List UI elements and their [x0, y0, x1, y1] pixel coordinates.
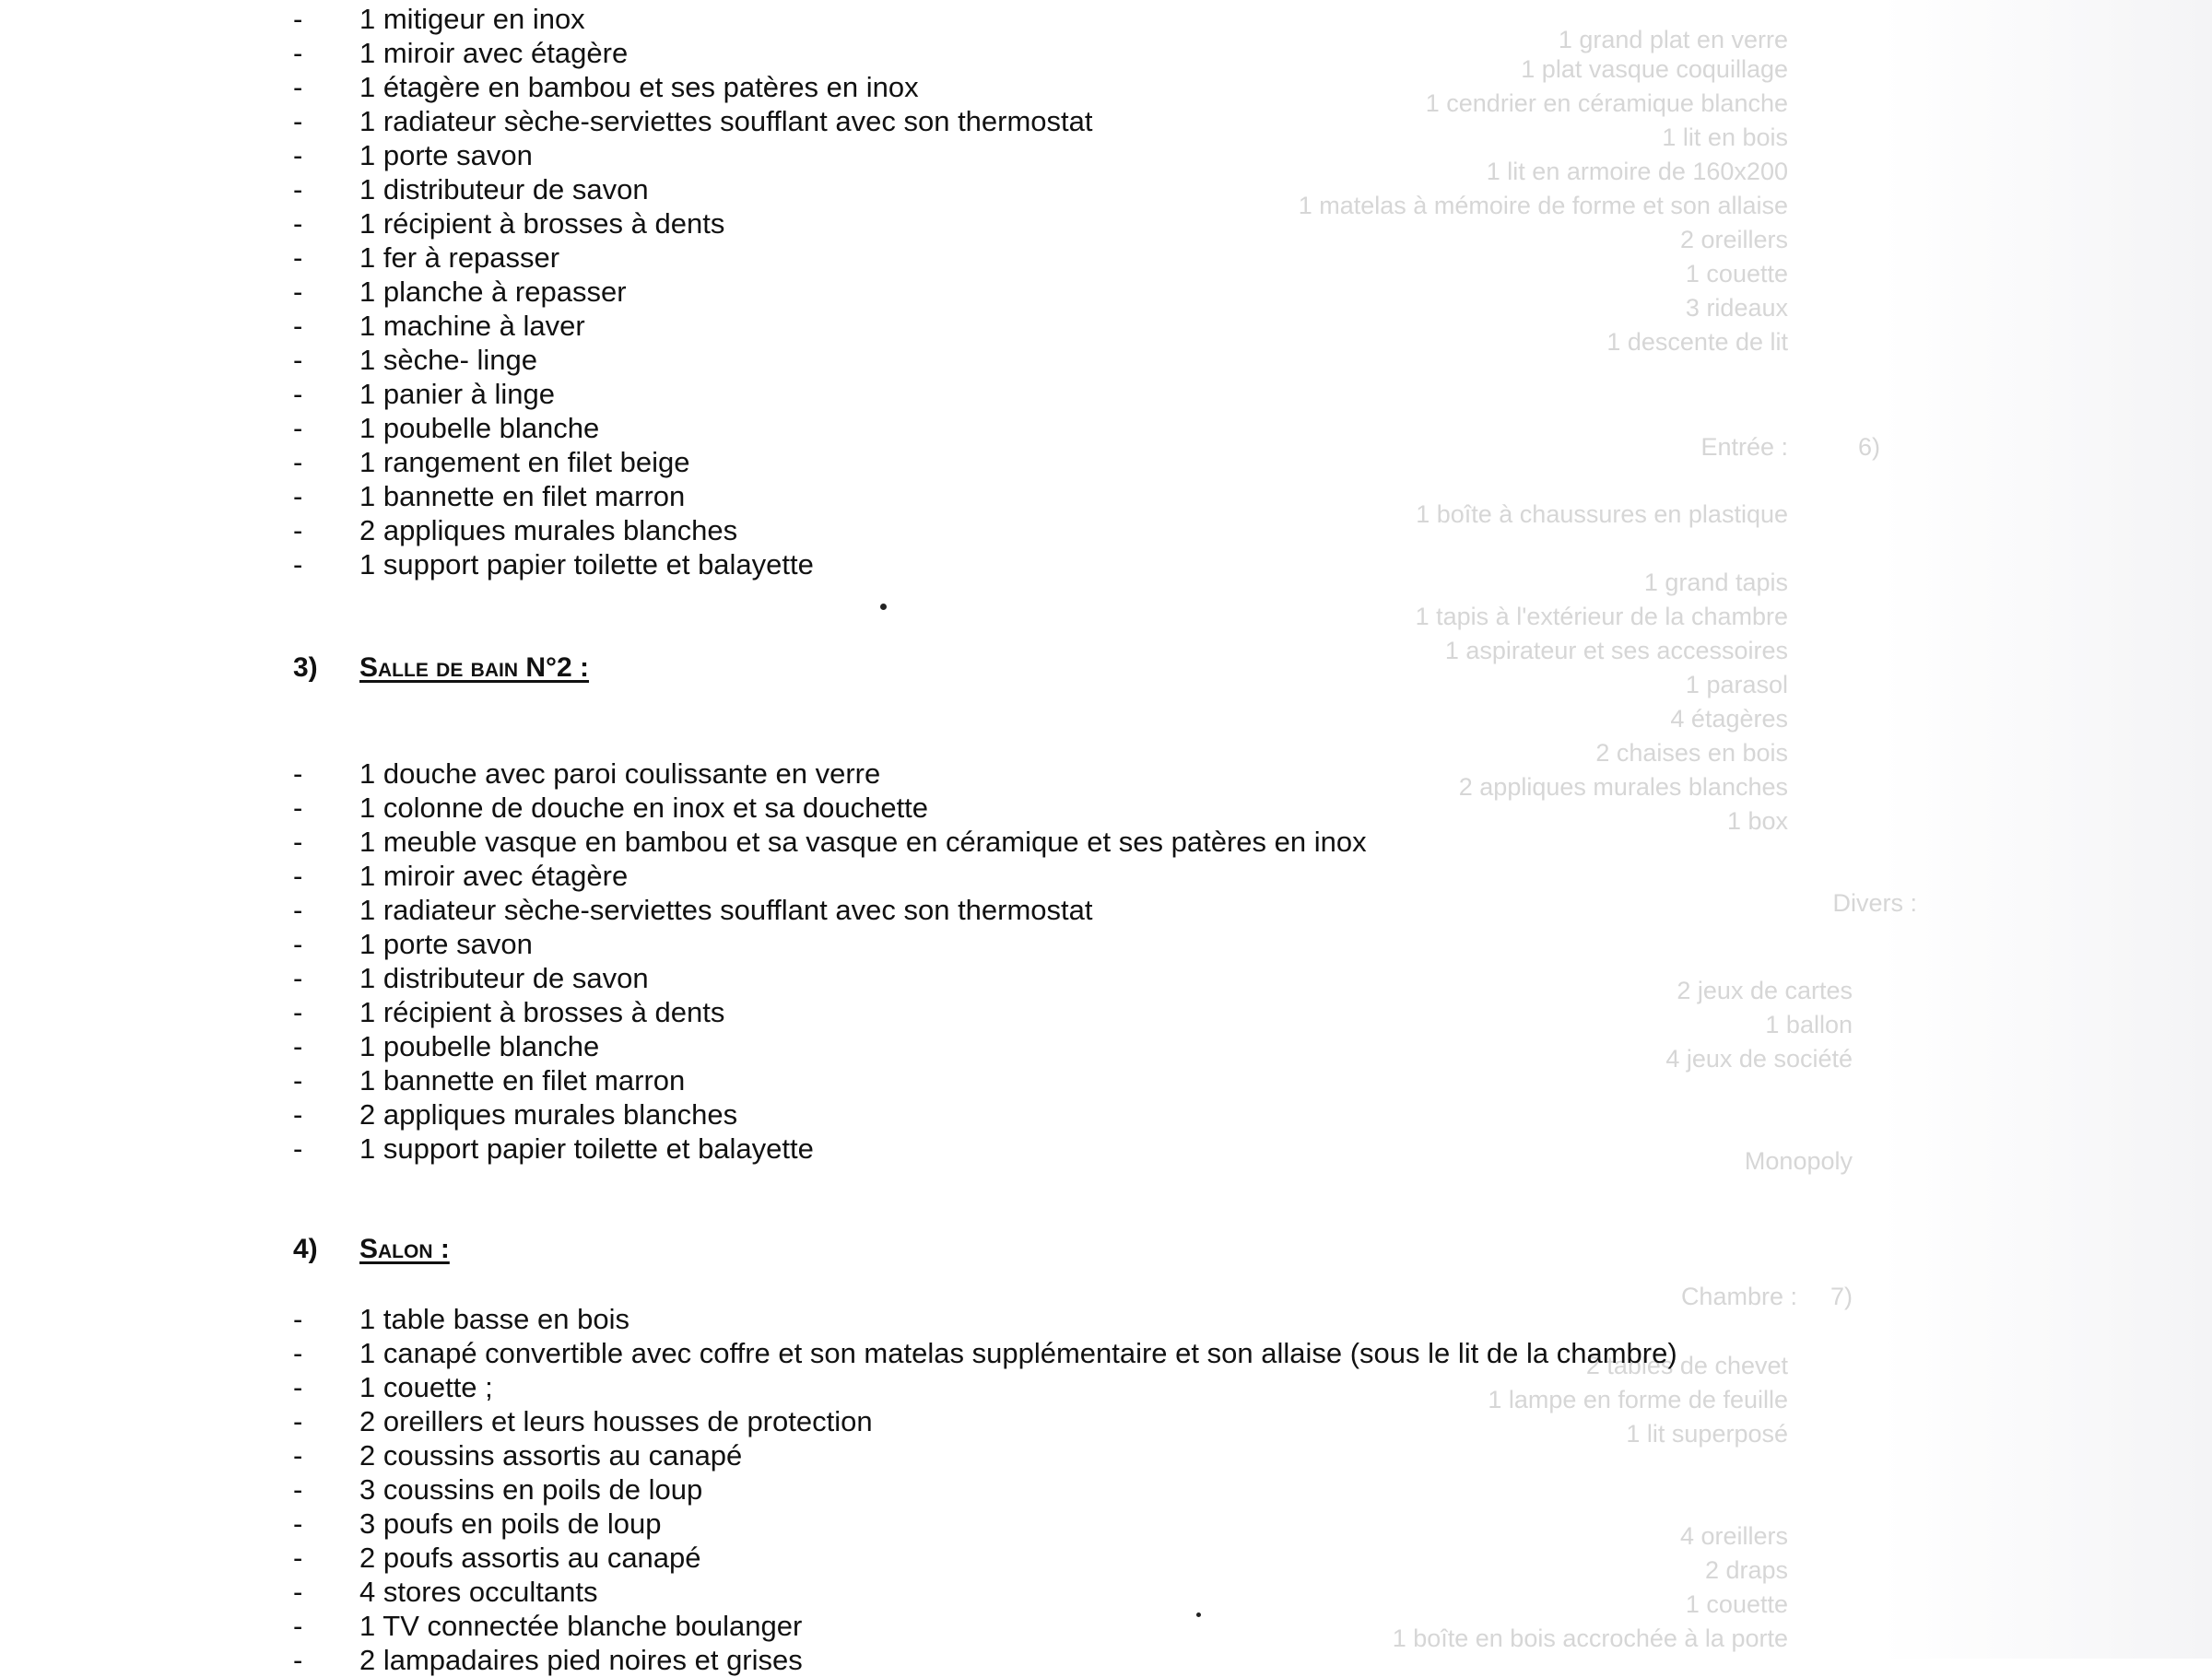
list-dash: - [293, 1507, 303, 1540]
list-item-text: 1 support papier toilette et balayette [359, 1132, 814, 1165]
list-dash: - [293, 241, 303, 274]
show-through-line: 1 couette [1685, 1590, 1788, 1618]
list-dash: - [293, 1303, 303, 1335]
list-item-text: 3 coussins en poils de loup [359, 1473, 703, 1506]
show-through-line: 2 jeux de cartes [1677, 977, 1853, 1004]
list-item-text: 1 poubelle blanche [359, 412, 600, 444]
list-dash: - [293, 344, 303, 376]
list-dash: - [293, 894, 303, 926]
show-through-line: 2 tables de chevet [1585, 1352, 1788, 1379]
list-dash: - [293, 139, 303, 171]
list-dash: - [293, 826, 303, 858]
list-item-text: 1 distributeur de savon [359, 173, 649, 205]
list-item-text: 1 panier à linge [359, 378, 555, 410]
show-through-line: 7) [1830, 1283, 1853, 1310]
list-dash: - [293, 480, 303, 512]
list-item-text: 2 lampadaires pied noires et grises [359, 1644, 803, 1676]
show-through-line: 1 parasol [1685, 671, 1788, 698]
list-dash: - [293, 1064, 303, 1096]
list-dash: - [293, 207, 303, 240]
list-dash: - [293, 996, 303, 1028]
list-dash: - [293, 928, 303, 960]
show-through-line: 1 lit en bois [1662, 123, 1788, 151]
list-item-text: 1 douche avec paroi coulissante en verre [359, 757, 881, 790]
show-through-line: 1 ballon [1765, 1011, 1853, 1038]
show-through-line: Chambre : [1680, 1283, 1797, 1310]
show-through-line: 1 aspirateur et ses accessoires [1444, 637, 1788, 664]
list-dash: - [293, 1405, 303, 1437]
list-dash: - [293, 37, 303, 69]
list-dash: - [293, 792, 303, 824]
show-through-line: 2 oreillers [1679, 226, 1788, 253]
list-item-text: 1 poubelle blanche [359, 1030, 600, 1062]
list-item-text: 1 fer à repasser [359, 241, 560, 274]
show-through-line: 6) [1857, 433, 1880, 461]
list-item-text: 1 porte savon [359, 928, 533, 960]
list-dash: - [293, 1644, 303, 1676]
show-through-line: 4 jeux de société [1665, 1045, 1853, 1073]
list-item-text: 1 colonne de douche en inox et sa douchette [359, 792, 929, 824]
section-heading-salon [293, 1234, 450, 1265]
list-dash: - [293, 1610, 303, 1642]
list-item-text: 1 meuble vasque en bambou et sa vasque en céramique et ses patères en inox [359, 826, 1367, 858]
show-through-line: Monopoly [1744, 1147, 1853, 1175]
show-through-line: 2 draps [1704, 1556, 1788, 1584]
list-item-text: 1 rangement en filet beige [359, 446, 690, 478]
list-dash: - [293, 105, 303, 137]
section-number: 4) [293, 1234, 318, 1264]
list-item-text: 1 miroir avec étagère [359, 860, 629, 892]
list-item-text: 1 machine à laver [359, 310, 585, 342]
list-item-text: 1 récipient à brosses à dents [359, 996, 725, 1028]
list-dash: - [293, 412, 303, 444]
list-dash: - [293, 1371, 303, 1403]
show-through-line: 1 grand tapis [1643, 569, 1788, 596]
list-dash: - [293, 1098, 303, 1131]
list-dash: - [293, 1439, 303, 1472]
show-through-line: 1 boîte en bois accrochée à la porte [1392, 1624, 1788, 1652]
list-item-text: 1 sèche- linge [359, 344, 538, 376]
list-item-text: 1 miroir avec étagère [359, 37, 629, 69]
list-dash: - [293, 310, 303, 342]
show-through-line: 1 couette [1685, 260, 1788, 287]
section-title: Salle de bain N°2 : [359, 652, 590, 683]
show-through-line: 1 cendrier en céramique blanche [1425, 89, 1788, 117]
show-through-line: 1 plat vasque coquillage [1521, 55, 1788, 83]
list-dash: - [293, 1576, 303, 1608]
list-dash: - [293, 446, 303, 478]
show-through-line: 1 box [1726, 807, 1788, 835]
show-through-line: 2 appliques murales blanches [1458, 773, 1788, 801]
list-item-text: 1 table basse en bois [359, 1303, 629, 1335]
show-through-line: 1 lit en armoire de 160x200 [1486, 158, 1788, 185]
list-item-text: 1 canapé convertible avec coffre et son matelas supplémentaire et son allaise (sous le lit de la chambre) [359, 1337, 1677, 1369]
list-item-text: 2 appliques murales blanches [359, 1098, 738, 1131]
show-through-line: 1 lit superposé [1626, 1420, 1788, 1448]
scan-speck [1196, 1612, 1201, 1617]
section-title: Salon : [359, 1234, 450, 1264]
list-item-text: 1 porte savon [359, 139, 533, 171]
show-through-line: 1 lampe en forme de feuille [1488, 1386, 1788, 1413]
show-through-line: 1 matelas à mémoire de forme et son allaise [1298, 192, 1788, 219]
show-through-line: 3 rideaux [1685, 294, 1788, 322]
list-dash: - [293, 1030, 303, 1062]
list-item-text: 1 radiateur sèche-serviettes soufflant avec son thermostat [359, 894, 1093, 926]
list-item-text: 4 stores occultants [359, 1576, 598, 1608]
list-dash: - [293, 1542, 303, 1574]
show-through-line: 1 tapis à l'extérieur de la chambre [1415, 603, 1788, 630]
list-dash: - [293, 1337, 303, 1369]
show-through-line: 1 grand plat en verre [1558, 26, 1788, 53]
list-dash: - [293, 514, 303, 546]
list-dash: - [293, 1132, 303, 1165]
show-through-line: Entrée : [1700, 433, 1788, 461]
list-dash: - [293, 276, 303, 308]
scan-speck [880, 604, 887, 610]
list-item-text: 2 coussins assortis au canapé [359, 1439, 743, 1472]
list-item-text: 1 bannette en filet marron [359, 1064, 686, 1096]
list-item-text: 3 poufs en poils de loup [359, 1507, 662, 1540]
list-item-text: 1 support papier toilette et balayette [359, 548, 814, 580]
list-dash: - [293, 3, 303, 35]
show-through-line: 1 boîte à chaussures en plastique [1416, 500, 1788, 528]
list-item-text: 1 distributeur de savon [359, 962, 649, 994]
list-item-text: 1 mitigeur en inox [359, 3, 585, 35]
list-item-text: 1 étagère en bambou et ses patères en inox [359, 71, 919, 103]
show-through-line: 4 étagères [1670, 705, 1788, 733]
list-dash: - [293, 71, 303, 103]
list-dash: - [293, 378, 303, 410]
list-item-text: 1 récipient à brosses à dents [359, 207, 725, 240]
list-dash: - [293, 1473, 303, 1506]
show-through-line: 2 chaises en bois [1595, 739, 1788, 767]
show-through-line: Divers : [1832, 889, 1917, 917]
section-heading-bathroom-2 [293, 652, 589, 684]
show-through-line: 4 oreillers [1679, 1522, 1788, 1550]
list-item-text: 2 oreillers et leurs housses de protection [359, 1405, 873, 1437]
list-item-text: 1 couette ; [359, 1371, 493, 1403]
list-dash: - [293, 962, 303, 994]
list-dash: - [293, 173, 303, 205]
list-item-text: 1 TV connectée blanche boulanger [359, 1610, 803, 1642]
list-dash: - [293, 548, 303, 580]
list-item-text: 2 appliques murales blanches [359, 514, 738, 546]
list-item-text: 1 bannette en filet marron [359, 480, 686, 512]
list-dash: - [293, 757, 303, 790]
list-item-text: 1 planche à repasser [359, 276, 627, 308]
list-dash: - [293, 860, 303, 892]
list-item-text: 2 poufs assortis au canapé [359, 1542, 701, 1574]
list-item-text: 1 radiateur sèche-serviettes soufflant avec son thermostat [359, 105, 1093, 137]
show-through-line: 1 descente de lit [1606, 328, 1788, 356]
section-number: 3) [293, 652, 318, 683]
